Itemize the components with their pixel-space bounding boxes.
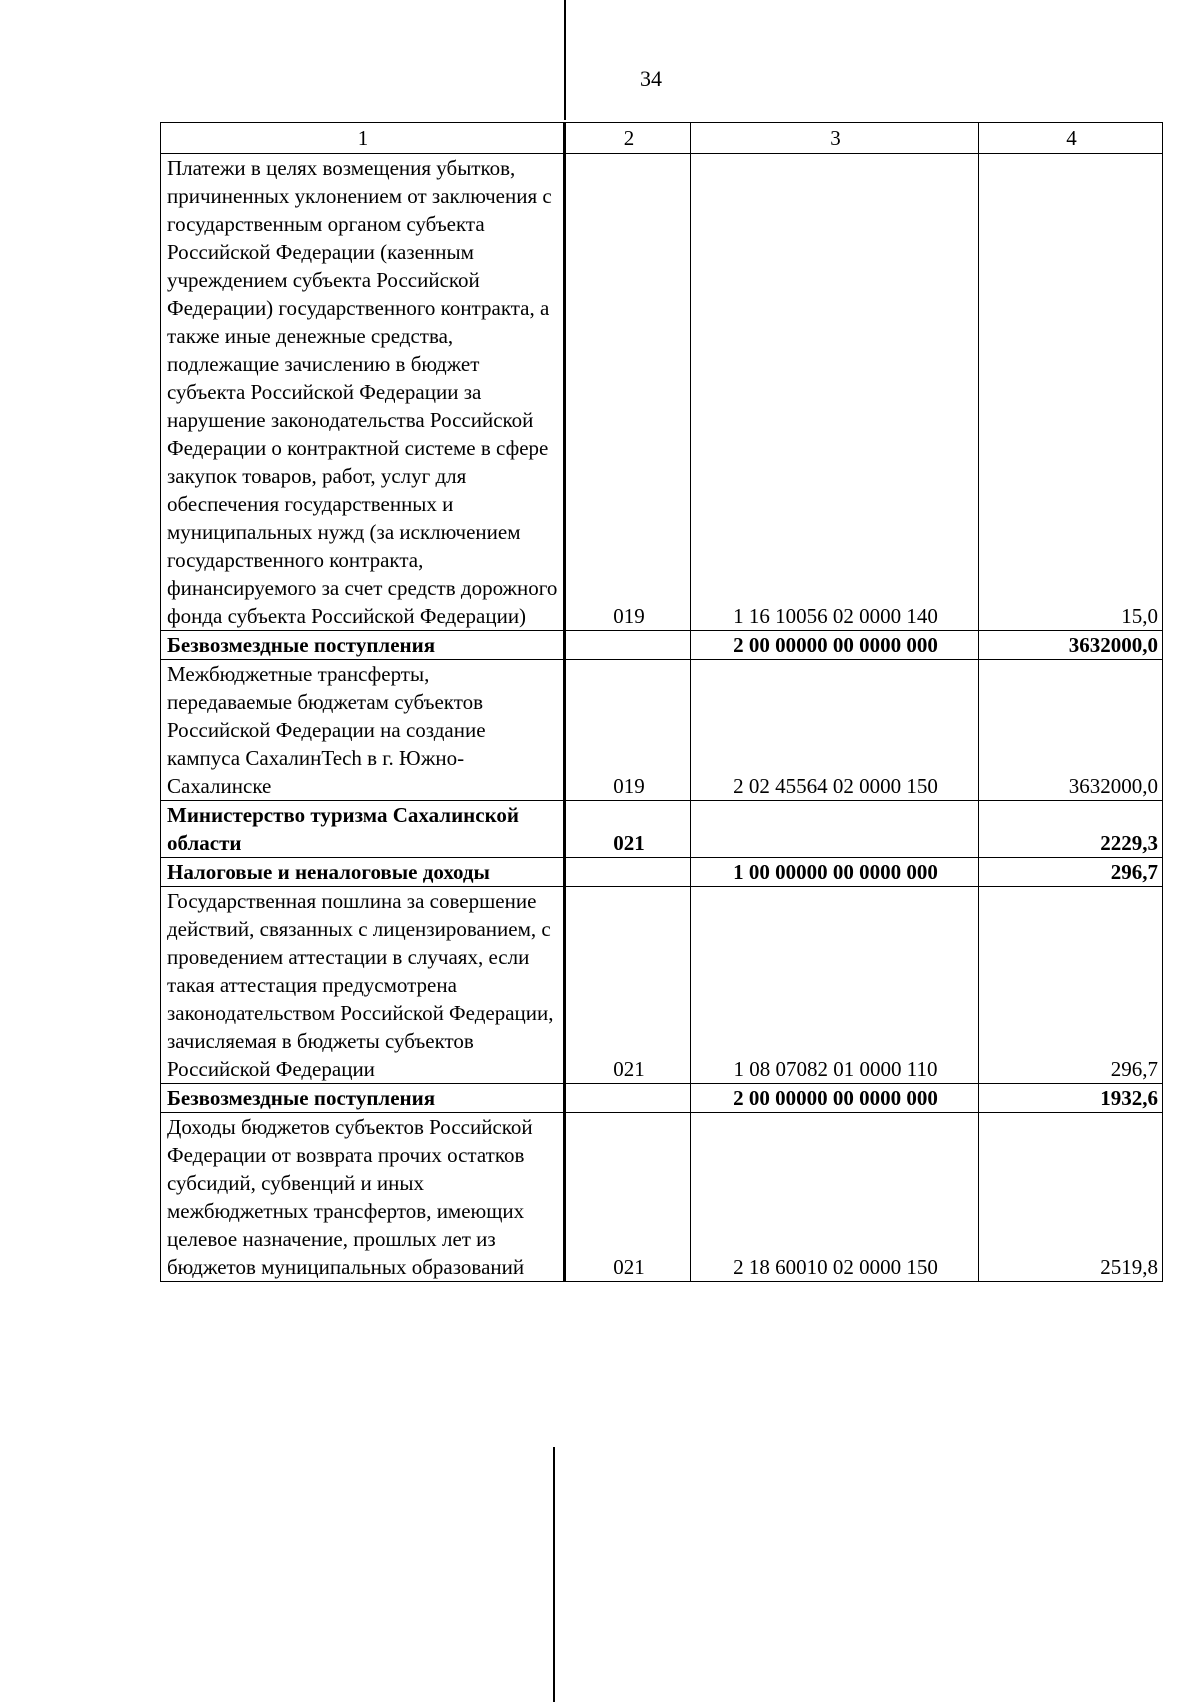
- revenue-name: Безвозмездные поступления: [161, 1084, 565, 1113]
- table-row: [161, 154, 1163, 631]
- admin-code: 021: [565, 1113, 691, 1282]
- revenue-code: 1 16 10056 02 0000 140: [691, 154, 979, 631]
- revenue-name: Безвозмездные поступления: [161, 631, 565, 660]
- revenue-code: 1 00 00000 00 0000 000: [691, 858, 979, 887]
- admin-code: 021: [565, 801, 691, 858]
- admin-code: [565, 631, 691, 660]
- revenue-name: Платежи в целях возмещения убытков, причиненных уклонением от заключения с государственным органом субъекта Российской Федерации (казенным учреждением субъекта Российской Федерации) государственного контракта, а также иные денежные средства, подлежащие зачислению в бюджет субъекта Российской Федерации за нарушение законодательства Российской Федерации о контрактной системе в сфере закупок товаров, работ, услуг для обеспечения государственных и муниципальных нужд (за исключением государственного контракта, финансируемого за счет средств дорожного фонда субъекта Российской Федерации): [161, 154, 565, 631]
- amount: 3632000,0: [979, 660, 1163, 801]
- revenue-code: [691, 801, 979, 858]
- amount: 3632000,0: [979, 631, 1163, 660]
- amount: 296,7: [979, 858, 1163, 887]
- column-header-1: 1: [161, 123, 565, 154]
- table-row: [161, 887, 1163, 1084]
- table-header-row: [161, 123, 1163, 154]
- revenue-code: 2 02 45564 02 0000 150: [691, 660, 979, 801]
- column-header-2: 2: [565, 123, 691, 154]
- admin-code: [565, 1084, 691, 1113]
- amount: 1932,6: [979, 1084, 1163, 1113]
- revenue-name: Налоговые и неналоговые доходы: [161, 858, 565, 887]
- revenue-code: 2 00 00000 00 0000 000: [691, 1084, 979, 1113]
- scan-fold-line-bottom: [553, 1447, 555, 1702]
- column-header-3: 3: [691, 123, 979, 154]
- revenue-name: Межбюджетные трансферты, передаваемые бюджетам субъектов Российской Федерации на создание кампуса СахалинTech в г. Южно-Сахалинске: [161, 660, 565, 801]
- revenue-name: Государственная пошлина за совершение действий, связанных с лицензированием, с проведением аттестации в случаях, если такая аттестация предусмотрена законодательством Российской Федерации, зачисляемая в бюджеты субъектов Российской Федерации: [161, 887, 565, 1084]
- scan-fold-line-top: [564, 0, 566, 120]
- admin-code: 019: [565, 660, 691, 801]
- revenue-name: Министерство туризма Сахалинской области: [161, 801, 565, 858]
- table-row: [161, 631, 1163, 660]
- column-header-4: 4: [979, 123, 1163, 154]
- table-row: [161, 660, 1163, 801]
- amount: 296,7: [979, 887, 1163, 1084]
- revenue-code: 1 08 07082 01 0000 110: [691, 887, 979, 1084]
- table-row: [161, 1113, 1163, 1282]
- admin-code: 019: [565, 154, 691, 631]
- budget-revenue-table: [160, 122, 1163, 1282]
- revenue-code: 2 00 00000 00 0000 000: [691, 631, 979, 660]
- amount: 2229,3: [979, 801, 1163, 858]
- table-row: [161, 1084, 1163, 1113]
- amount: 2519,8: [979, 1113, 1163, 1282]
- admin-code: 021: [565, 887, 691, 1084]
- table-row: [161, 801, 1163, 858]
- revenue-code: 2 18 60010 02 0000 150: [691, 1113, 979, 1282]
- page-number: 34: [640, 66, 662, 91]
- amount: 15,0: [979, 154, 1163, 631]
- revenue-name: Доходы бюджетов субъектов Российской Федерации от возврата прочих остатков субсидий, субвенций и иных межбюджетных трансфертов, имеющих целевое назначение, прошлых лет из бюджетов муниципальных образований: [161, 1113, 565, 1282]
- admin-code: [565, 858, 691, 887]
- table-row: [161, 858, 1163, 887]
